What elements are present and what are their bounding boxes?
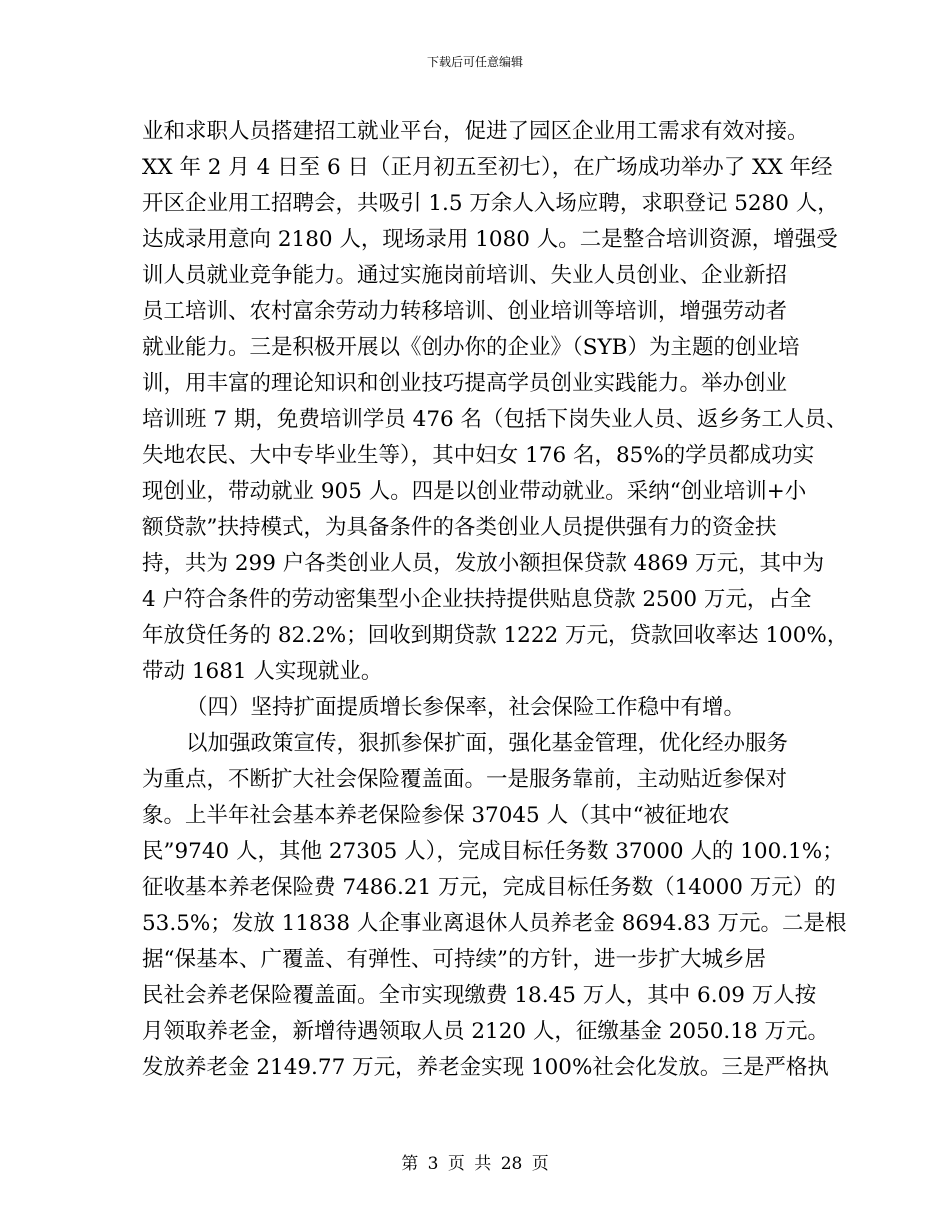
body-line: 现创业，带动就业 905 人。四是以创业带动就业。采纳“创业培训+小: [142, 479, 807, 504]
page-number-footer: 第 3 页 共 28 页: [401, 1154, 549, 1174]
body-line: 训，用丰富的理论知识和创业技巧提高学员创业实践能力。举办创业: [142, 371, 788, 396]
body-line: 额贷款”扶持模式，为具备条件的各类创业人员提供强有力的资金扶: [142, 515, 777, 540]
body-line: 据“保基本、广覆盖、有弹性、可持续”的方针，进一步扩大城乡居: [142, 947, 766, 972]
body-line: 年放贷任务的 82.2%；回收到期贷款 1222 万元，贷款回收率达 100%，: [142, 623, 849, 648]
body-line: 民”9740 人，其他 27305 人），完成目标任务数 37000 人的 100.1%；: [142, 839, 844, 864]
body-line: 员工培训、农村富余劳动力转移培训、创业培训等培训，增强劳动者: [142, 299, 788, 324]
body-line: 象。上半年社会基本养老保险参保 37045 人（其中“被征地农: [142, 803, 730, 828]
body-line: 以加强政策宣传，狠抓参保扩面，强化基金管理，优化经办服务: [186, 731, 789, 756]
body-line: 发放养老金 2149.77 万元，养老金实现 100%社会化发放。三是严格执: [142, 1055, 829, 1080]
body-line: 民社会养老保险覆盖面。全市实现缴费 18.45 万人，其中 6.09 万人按: [142, 983, 817, 1008]
body-line: 征收基本养老保险费 7486.21 万元，完成目标任务数（14000 万元）的: [142, 875, 836, 900]
section-heading: （四）坚持扩面提质增长参保率，社会保险工作稳中有增。: [186, 695, 746, 720]
body-line: XX 年 2 月 4 日至 6 日（正月初五至初七），在广场成功举办了 XX 年经: [142, 155, 833, 180]
body-line: 达成录用意向 2180 人，现场录用 1080 人。二是整合培训资源，增强受: [142, 227, 838, 252]
body-line: 持，共为 299 户各类创业人员，发放小额担保贷款 4869 万元，其中为: [142, 551, 825, 576]
body-line: 为重点，不断扩大社会保险覆盖面。一是服务靠前，主动贴近参保对: [142, 767, 788, 792]
body-line: 带动 1681 人实现就业。: [142, 659, 383, 684]
body-line: 开区企业用工招聘会，共吸引 1.5 万余人入场应聘，求职登记 5280 人，: [142, 191, 839, 216]
body-line: 4 户符合条件的劳动密集型小企业扶持提供贴息贷款 2500 万元，占全: [142, 587, 812, 612]
page-header-note: 下载后可任意编辑: [426, 55, 523, 69]
body-line: 培训班 7 期，免费培训学员 476 名（包括下岗失业人员、返乡务工人员、: [142, 407, 848, 432]
body-line: 就业能力。三是积极开展以《创办你的企业》（SYB）为主题的创业培: [142, 335, 800, 360]
body-line: 失地农民、大中专毕业生等），其中妇女 176 名，85%的学员都成功实: [142, 443, 815, 468]
body-line: 训人员就业竞争能力。通过实施岗前培训、失业人员创业、企业新招: [142, 263, 788, 288]
body-line: 月领取养老金，新增待遇领取人员 2120 人，征缴基金 2050.18 万元。: [142, 1019, 829, 1044]
body-line: 53.5%；发放 11838 人企事业离退休人员养老金 8694.83 万元。二是根: [142, 911, 847, 936]
body-line: 业和求职人员搭建招工就业平台，促进了园区企业用工需求有效对接。: [142, 119, 809, 144]
